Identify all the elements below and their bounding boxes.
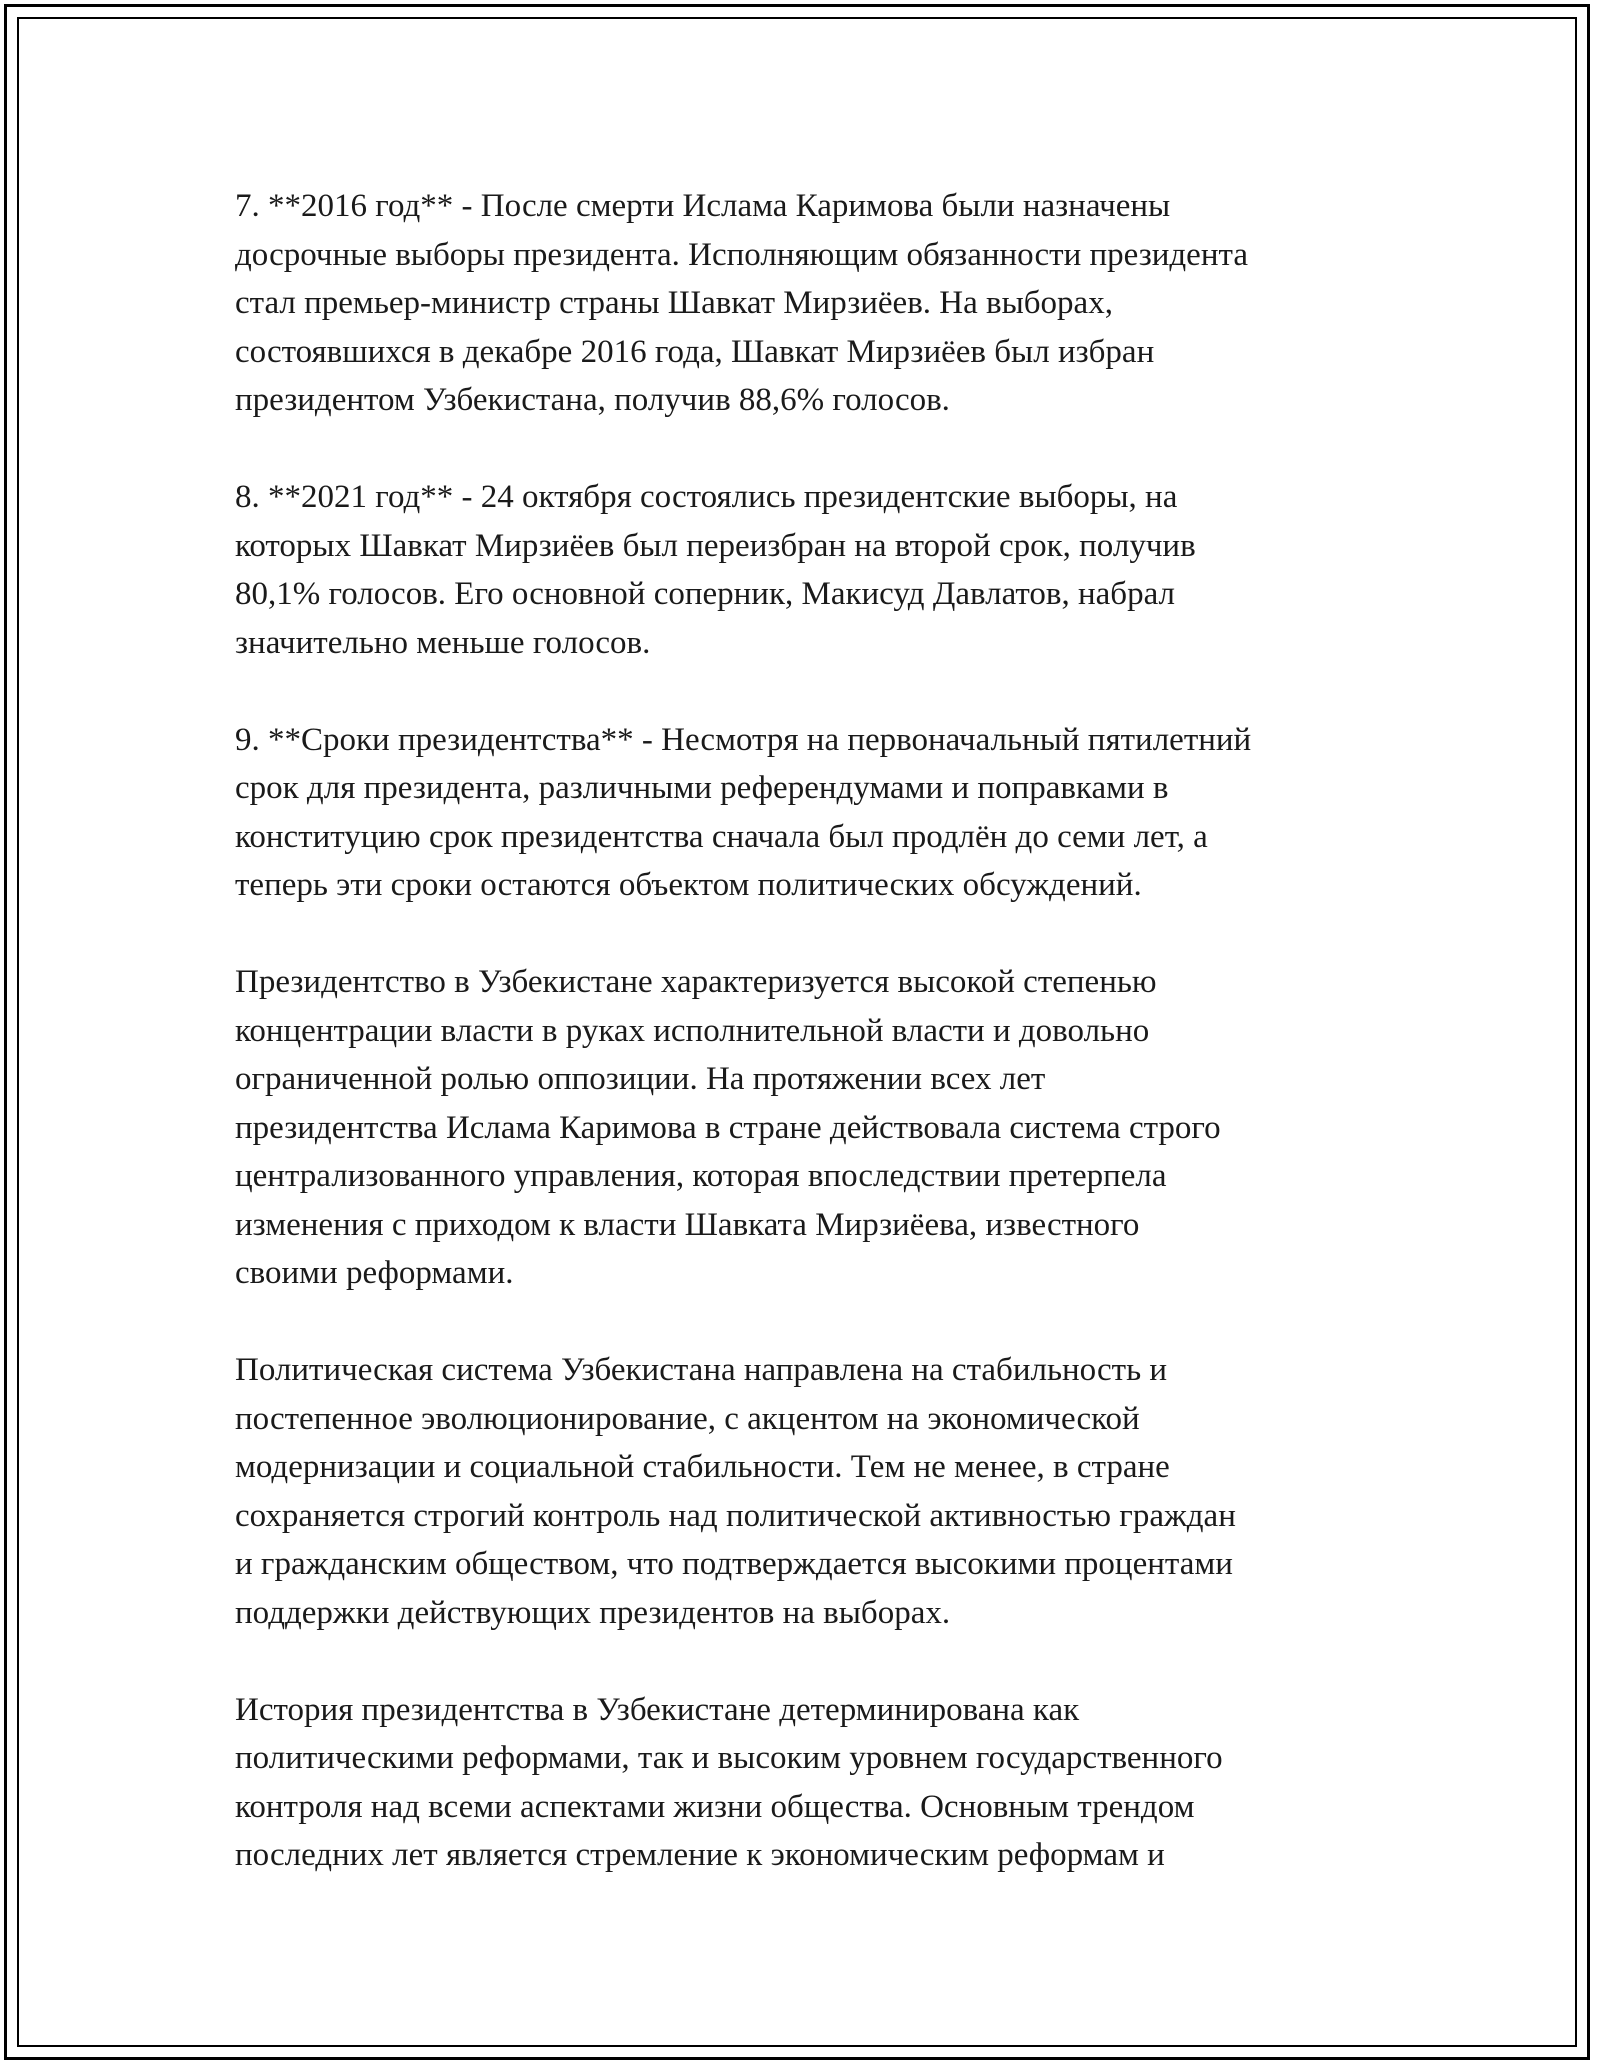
- paragraph-item-8: [235, 473, 1385, 667]
- text-line: 7. **2016 год** - После смерти Ислама Каримова были назначены: [235, 188, 1171, 224]
- text-line: теперь эти сроки остаются объектом политических обсуждений.: [235, 867, 1142, 903]
- text-line: значительно меньше голосов.: [235, 624, 651, 661]
- text-line: История президентства в Узбекистане детерминирована как: [235, 1691, 1080, 1728]
- paragraph-political-system: [235, 1346, 1385, 1637]
- text-line: централизованного управления, которая впоследствии претерпела: [235, 1158, 1167, 1194]
- text-line: 8. **2021 год** - 24 октября состоялись президентские выборы, на: [235, 479, 1178, 515]
- text-line: Президентство в Узбекистане характеризуется высокой степенью: [235, 964, 1157, 1000]
- text-line: ограниченной ролью оппозиции. На протяжении всех лет: [235, 1061, 1046, 1097]
- text-line: своими реформами.: [235, 1255, 514, 1291]
- paragraph-item-7: [235, 182, 1385, 425]
- text-line: срок для президента, различными референдумами и поправками в: [235, 770, 1169, 806]
- text-line: и гражданским обществом, что подтверждается высокими процентами: [235, 1546, 1233, 1582]
- text-line: последних лет является стремление к экономическим реформам и: [235, 1837, 1165, 1873]
- text-line: сохраняется строгий контроль над политической активностью граждан: [235, 1497, 1236, 1534]
- text-line: концентрации власти в руках исполнительной власти и довольно: [235, 1012, 1150, 1049]
- text-line: президентства Ислама Каримова в стране действовала система строго: [235, 1109, 1221, 1146]
- text-line: 9. **Сроки президентства** - Несмотря на первоначальный пятилетний: [235, 721, 1252, 758]
- paragraph-item-9: [235, 716, 1385, 910]
- text-line: модернизации и социальной стабильности. Тем не менее, в стране: [235, 1449, 1170, 1485]
- paragraph-presidency: [235, 958, 1385, 1298]
- text-line: досрочные выборы президента. Исполняющим обязанности президента: [235, 236, 1248, 273]
- text-line: 80,1% голосов. Его основной соперник, Макисуд Давлатов, набрал: [235, 576, 1175, 612]
- paragraph-history: [235, 1686, 1385, 1880]
- text-line: Политическая система Узбекистана направлена на стабильность и: [235, 1352, 1168, 1388]
- text-line: поддержки действующих президентов на выборах.: [235, 1594, 951, 1631]
- text-line: президентом Узбекистана, получив 88,6% голосов.: [235, 382, 950, 418]
- text-line: контроля над всеми аспектами жизни общества. Основным трендом: [235, 1788, 1195, 1825]
- text-line: изменения с приходом к власти Шавката Мирзиёева, известного: [235, 1206, 1140, 1243]
- document-body: [235, 182, 1385, 1880]
- text-line: конституцию срок президентства сначала был продлён до семи лет, а: [235, 818, 1208, 855]
- text-line: постепенное эволюционирование, с акцентом на экономической: [235, 1400, 1140, 1437]
- text-line: которых Шавкат Мирзиёев был переизбран на второй срок, получив: [235, 527, 1196, 564]
- text-line: состоявшихся в декабре 2016 года, Шавкат Мирзиёев был избран: [235, 333, 1155, 370]
- text-line: стал премьер-министр страны Шавкат Мирзиёев. На выборах,: [235, 285, 1113, 321]
- text-line: политическими реформами, так и высоким уровнем государственного: [235, 1740, 1223, 1776]
